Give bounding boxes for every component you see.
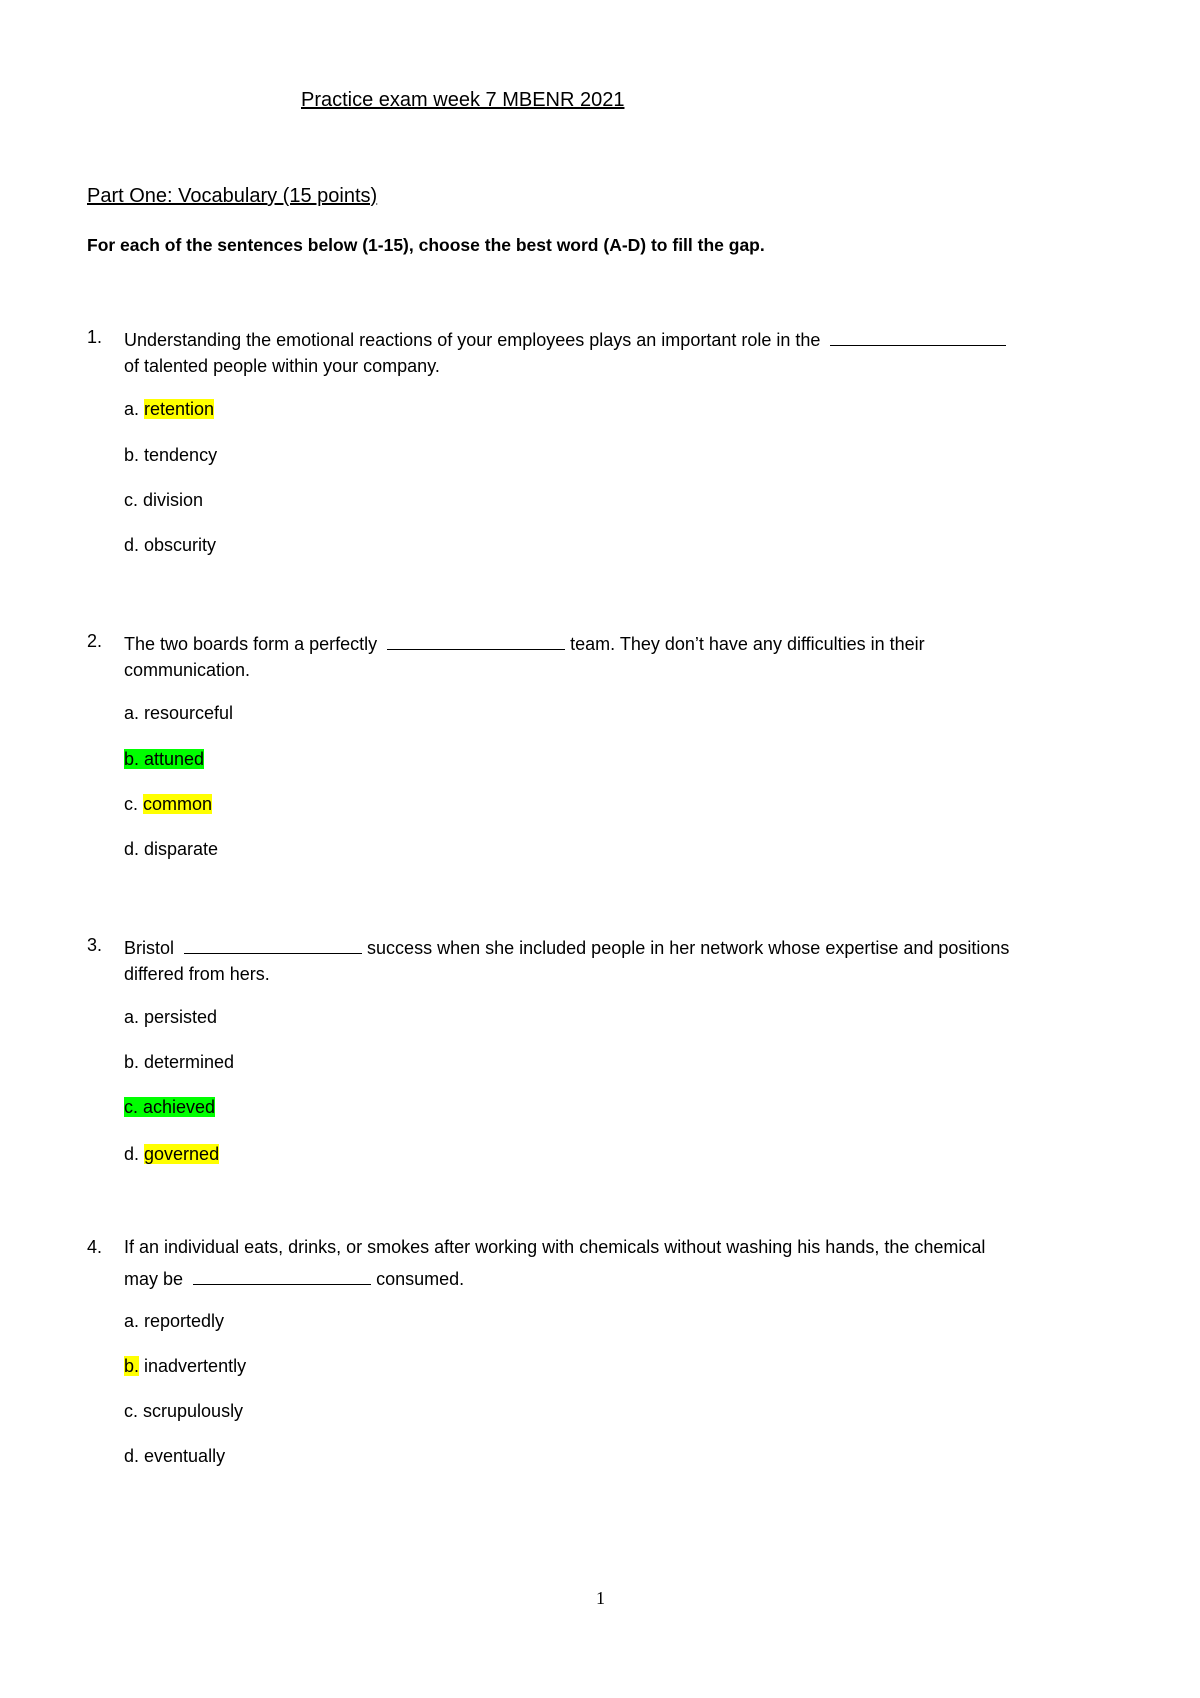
option-letter: a. bbox=[124, 1007, 145, 1027]
question-number: 4. bbox=[87, 1237, 103, 1257]
option-word: resourceful bbox=[144, 703, 234, 723]
question-number: 1. bbox=[87, 327, 103, 347]
question-text-line-2: differed from hers. bbox=[124, 964, 270, 984]
document-title: Practice exam week 7 MBENR 2021 bbox=[301, 89, 625, 111]
option-a bbox=[124, 1003, 217, 1032]
option-d bbox=[124, 1140, 219, 1169]
option-word: tendency bbox=[144, 445, 218, 465]
option-a bbox=[124, 395, 214, 424]
option-letter: b. bbox=[124, 1356, 140, 1376]
option-a bbox=[124, 699, 233, 728]
question-text-line-1 bbox=[124, 631, 925, 655]
option-letter: a. bbox=[124, 399, 145, 419]
option-letter: d. bbox=[124, 839, 145, 859]
option-c bbox=[124, 790, 212, 819]
question-text-line-2 bbox=[124, 1266, 464, 1290]
question-text-line-1 bbox=[124, 327, 1006, 351]
option-d bbox=[124, 835, 218, 864]
option-letter: a. bbox=[124, 703, 145, 723]
option-c bbox=[124, 1093, 215, 1122]
option-a bbox=[124, 1307, 224, 1336]
option-word: inadvertently bbox=[139, 1356, 247, 1376]
question-text: Understanding the emotional reactions of your employees plays an important role in the bbox=[124, 330, 821, 350]
question-number: 2. bbox=[87, 631, 103, 651]
option-word: retention bbox=[144, 399, 215, 419]
question-text: success when she included people in her network whose expertise and positions bbox=[367, 938, 1010, 958]
instructions: For each of the sentences below (1-15), choose the best word (A-D) to fill the gap. bbox=[87, 235, 765, 255]
option-letter: c. bbox=[124, 1097, 144, 1117]
option-letter: b. bbox=[124, 749, 145, 769]
option-letter: c. bbox=[124, 1401, 144, 1421]
option-word: obscurity bbox=[144, 535, 217, 555]
option-letter: b. bbox=[124, 445, 145, 465]
option-word: division bbox=[143, 490, 204, 510]
option-word: persisted bbox=[144, 1007, 218, 1027]
question-text-line-1: If an individual eats, drinks, or smokes after working with chemicals without washing his hands, the chemical bbox=[124, 1237, 986, 1257]
option-word: eventually bbox=[144, 1446, 226, 1466]
option-letter: c. bbox=[124, 794, 144, 814]
question-text-line-1 bbox=[124, 935, 1009, 959]
question-text: The two boards form a perfectly bbox=[124, 634, 378, 654]
question-text: consumed. bbox=[376, 1269, 465, 1289]
option-letter: d. bbox=[124, 1144, 145, 1164]
option-c bbox=[124, 486, 203, 515]
option-word: achieved bbox=[143, 1097, 216, 1117]
part-heading: Part One: Vocabulary (15 points) bbox=[87, 185, 378, 207]
option-word: reportedly bbox=[144, 1311, 225, 1331]
option-word: common bbox=[143, 794, 213, 814]
option-c bbox=[124, 1397, 243, 1426]
option-word: determined bbox=[144, 1052, 235, 1072]
option-d bbox=[124, 531, 216, 560]
page-number: 1 bbox=[596, 1588, 605, 1608]
question-text: Bristol bbox=[124, 938, 175, 958]
question-text: may be bbox=[124, 1269, 184, 1289]
option-b bbox=[124, 1048, 234, 1077]
option-word: governed bbox=[144, 1144, 220, 1164]
option-word: disparate bbox=[144, 839, 219, 859]
option-b bbox=[124, 745, 204, 774]
option-letter: c. bbox=[124, 490, 144, 510]
option-letter: d. bbox=[124, 535, 145, 555]
option-letter: b. bbox=[124, 1052, 145, 1072]
answer-blank bbox=[387, 631, 565, 650]
question-number: 3. bbox=[87, 935, 103, 955]
option-word: scrupulously bbox=[143, 1401, 244, 1421]
option-letter: d. bbox=[124, 1446, 145, 1466]
question-text-line-2: communication. bbox=[124, 660, 251, 680]
option-b bbox=[124, 441, 217, 470]
option-b bbox=[124, 1352, 246, 1381]
answer-blank bbox=[193, 1266, 371, 1285]
option-letter: a. bbox=[124, 1311, 145, 1331]
question-text: team. They don’t have any difficulties in their bbox=[570, 634, 925, 654]
question-text-line-2: of talented people within your company. bbox=[124, 356, 440, 376]
option-d bbox=[124, 1442, 225, 1471]
option-word: attuned bbox=[144, 749, 205, 769]
answer-blank bbox=[830, 327, 1006, 346]
answer-blank bbox=[184, 935, 362, 954]
